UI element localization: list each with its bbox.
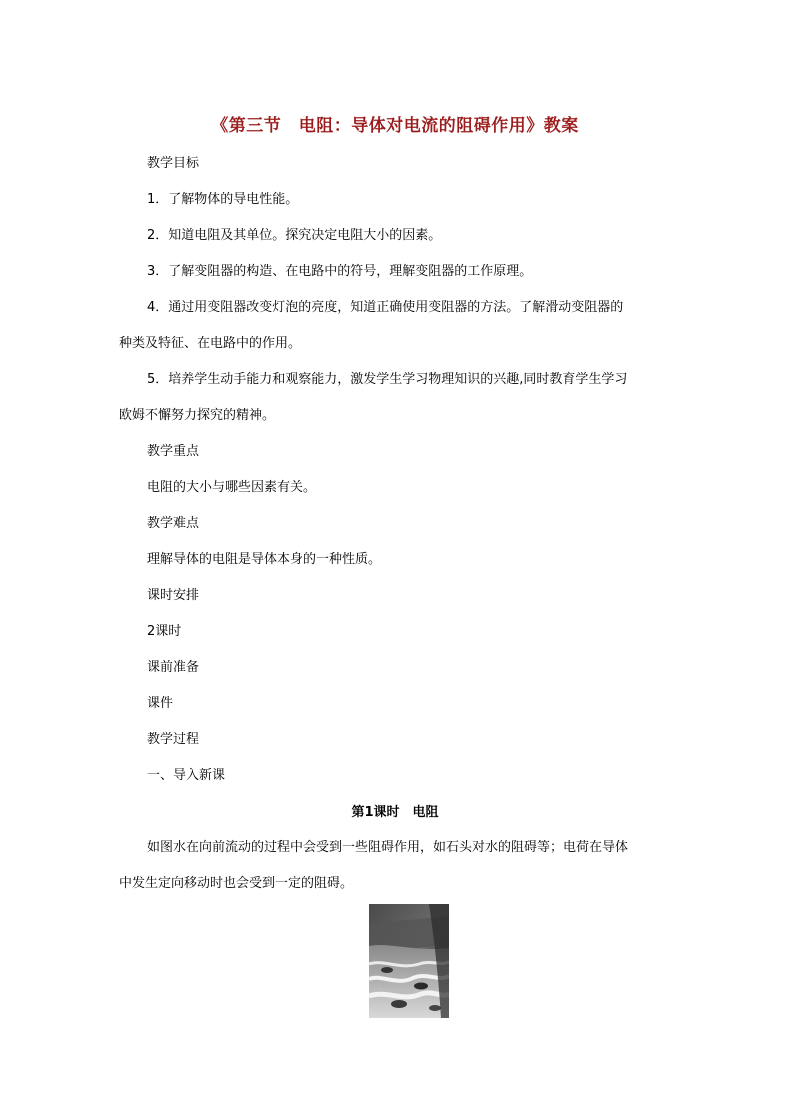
section-intro-heading: 一、导入新课	[147, 768, 226, 783]
key-points-text: 电阻的大小与哪些因素有关。	[147, 480, 317, 495]
goal-item-3: 3．了解变阻器的构造、在电路中的符号，理解变阻器的工作原理。	[147, 264, 533, 279]
preparation-text: 课件	[147, 696, 174, 711]
lesson-heading: 第1课时 电阻	[351, 805, 439, 820]
goal-item-1: 1．了解物体的导电性能。	[147, 192, 299, 207]
goal-item-5-line-2: 欧姆不懈努力探究的精神。	[119, 408, 276, 423]
heading-schedule: 课时安排	[147, 588, 200, 603]
heading-teaching-goals: 教学目标	[147, 156, 200, 171]
goal-item-4-line-1: 4．通过用变阻器改变灯泡的亮度，知道正确使用变阻器的方法。了解滑动变阻器的	[147, 300, 624, 315]
schedule-text: 2课时	[147, 624, 182, 639]
difficult-points-text: 理解导体的电阻是导体本身的一种性质。	[147, 552, 382, 567]
goal-item-4-line-2: 种类及特征、在电路中的作用。	[119, 336, 302, 351]
heading-process: 教学过程	[147, 732, 200, 747]
intro-paragraph-line-1: 如图水在向前流动的过程中会受到一些阻碍作用，如石头对水的阻碍等；电荷在导体	[147, 840, 629, 855]
goal-item-5-line-1: 5．培养学生动手能力和观察能力，激发学生学习物理知识的兴趣,同时教育学生学习	[147, 372, 628, 387]
document-title: 《第三节 电阻：导体对电流的阻碍作用》教案	[211, 116, 579, 136]
water-stream-photo	[369, 904, 449, 1018]
intro-paragraph-line-2: 中发生定向移动时也会受到一定的阻碍。	[119, 876, 354, 891]
heading-preparation: 课前准备	[147, 660, 200, 675]
heading-key-points: 教学重点	[147, 444, 200, 459]
heading-difficult-points: 教学难点	[147, 516, 200, 531]
goal-item-2: 2．知道电阻及其单位。探究决定电阻大小的因素。	[147, 228, 442, 243]
